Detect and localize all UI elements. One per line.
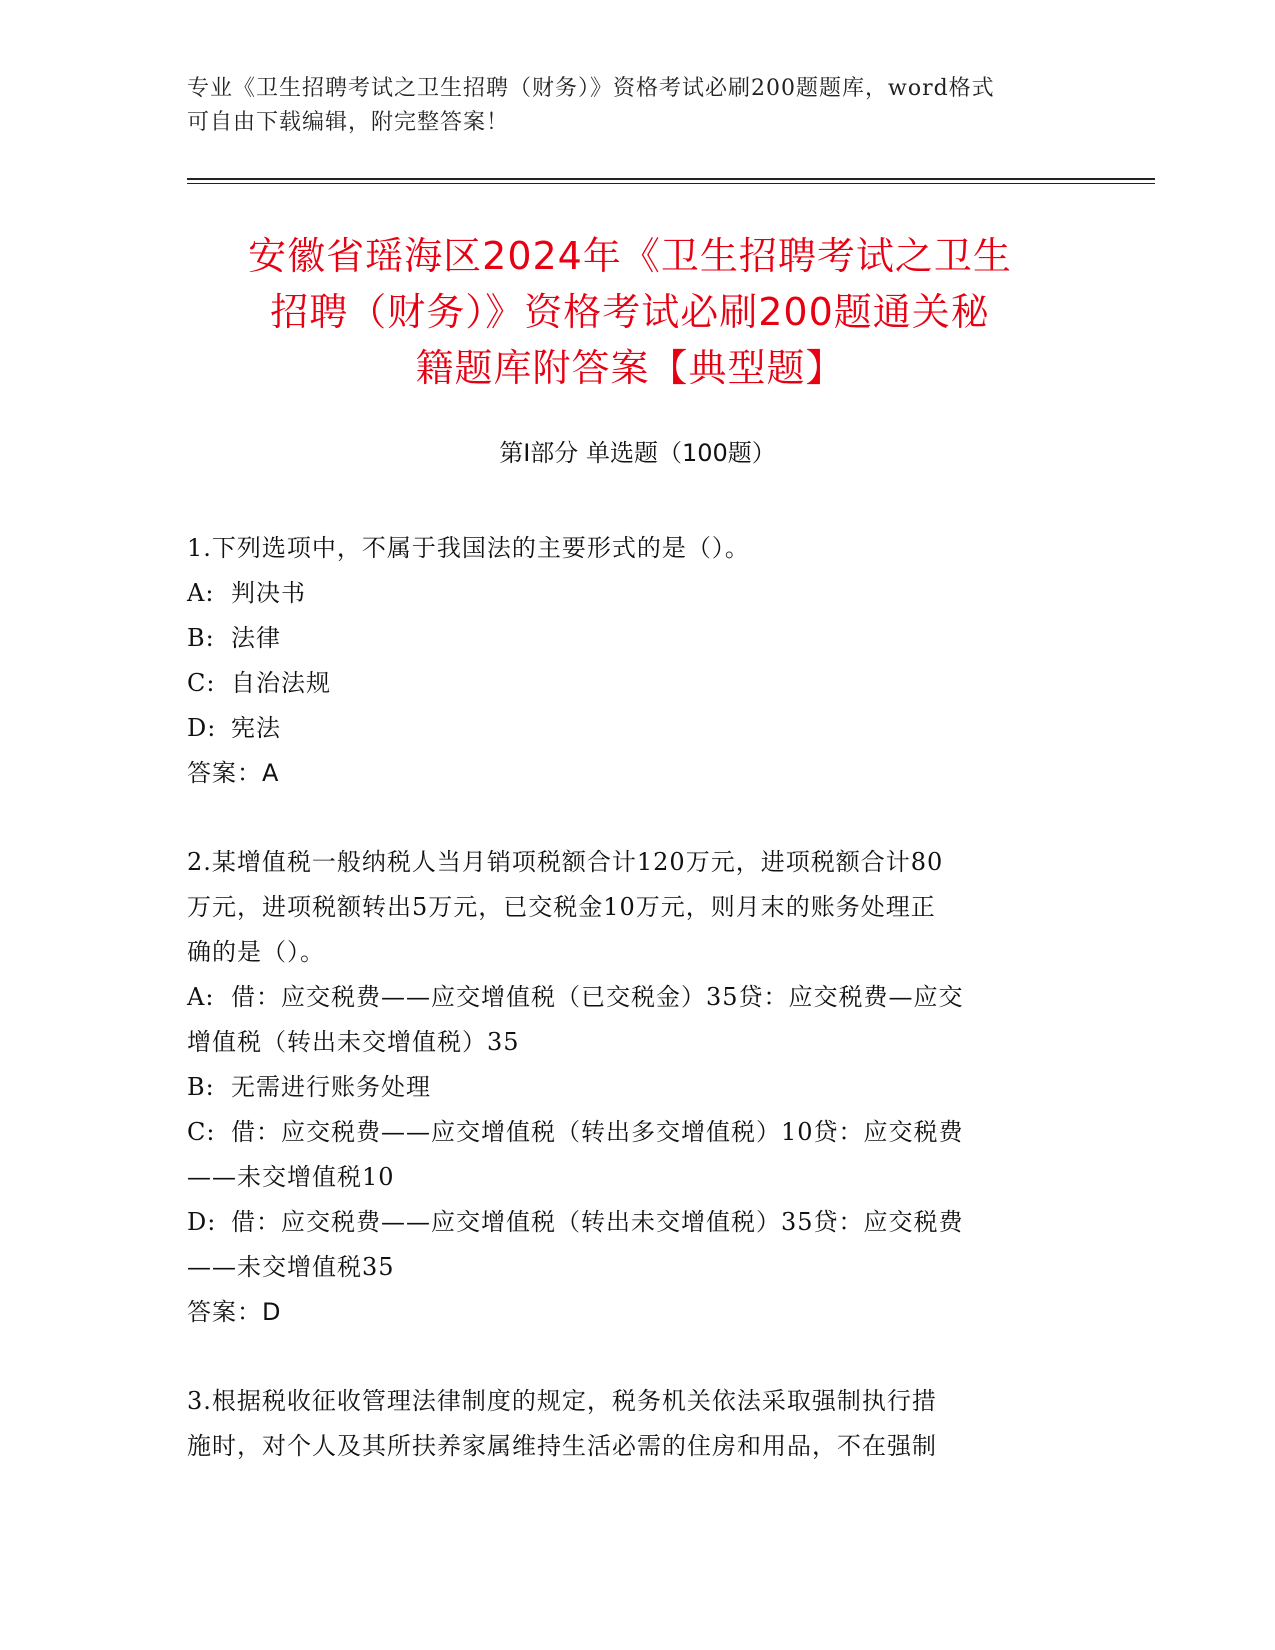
answer: 答案：D <box>187 1298 282 1326</box>
option-text: 自治法规 <box>231 669 331 697</box>
option-text: 借：应交税费——应交增值税（转出多交增值税）10贷：应交税费 <box>231 1118 964 1146</box>
question-stem: 2.某增值税一般纳税人当月销项税额合计120万元，进项税额合计80 <box>187 848 944 876</box>
option-c <box>187 661 1077 706</box>
page-header <box>187 72 1067 140</box>
question-2 <box>187 840 1077 1335</box>
document-title <box>180 228 1080 396</box>
option-d <box>187 1200 1077 1245</box>
option-b <box>187 616 1077 661</box>
option-key: B: <box>187 1073 215 1101</box>
header-divider-thick <box>187 178 1155 180</box>
question-stem: 1.下列选项中，不属于我国法的主要形式的是（）。 <box>187 534 750 562</box>
option-a-continued: 增值税（转出未交增值税）35 <box>187 1028 520 1056</box>
title-line-2: 招聘（财务）》资格考试必刷200题通关秘 <box>270 290 990 334</box>
header-line-2: 可自由下载编辑，附完整答案！ <box>187 110 510 135</box>
option-key: A: <box>187 983 215 1011</box>
question-3 <box>187 1379 1077 1469</box>
question-stem: 3.根据税收征收管理法律制度的规定，税务机关依法采取强制执行措 <box>187 1387 937 1415</box>
option-a <box>187 975 1077 1020</box>
section-heading: 第Ⅰ部分 单选题（100题） <box>499 439 776 467</box>
option-key: D: <box>187 1208 217 1236</box>
title-line-3: 籍题库附答案【典型题】 <box>415 346 845 390</box>
option-d <box>187 706 1077 751</box>
option-text: 借：应交税费——应交增值税（已交税金）35贷：应交税费—应交 <box>231 983 964 1011</box>
question-stem: 万元，进项税额转出5万元，已交税金10万元，则月末的账务处理正 <box>187 893 936 921</box>
option-key: B: <box>187 624 215 652</box>
option-key: D: <box>187 714 217 742</box>
header-divider-thin <box>187 183 1155 184</box>
question-stem: 施时，对个人及其所扶养家属维持生活必需的住房和用品，不在强制 <box>187 1432 937 1460</box>
answer: 答案：A <box>187 759 280 787</box>
option-text: 判决书 <box>231 579 306 607</box>
header-line-1: 专业《卫生招聘考试之卫生招聘（财务）》资格考试必刷200题题库，word格式 <box>187 76 995 101</box>
title-line-1: 安徽省瑶海区2024年《卫生招聘考试之卫生 <box>248 234 1012 278</box>
option-text: 借：应交税费——应交增值税（转出未交增值税）35贷：应交税费 <box>231 1208 964 1236</box>
option-text: 法律 <box>231 624 281 652</box>
option-c-continued: ——未交增值税10 <box>187 1163 395 1191</box>
option-d-continued: ——未交增值税35 <box>187 1253 395 1281</box>
question-stem: 确的是（）。 <box>187 938 325 966</box>
option-b <box>187 1065 1077 1110</box>
question-list <box>187 526 1077 1513</box>
option-a <box>187 571 1077 616</box>
option-text: 宪法 <box>231 714 281 742</box>
option-key: C: <box>187 1118 216 1146</box>
question-1 <box>187 526 1077 796</box>
option-key: C: <box>187 669 216 697</box>
option-text: 无需进行账务处理 <box>231 1073 431 1101</box>
option-c <box>187 1110 1077 1155</box>
option-key: A: <box>187 579 215 607</box>
